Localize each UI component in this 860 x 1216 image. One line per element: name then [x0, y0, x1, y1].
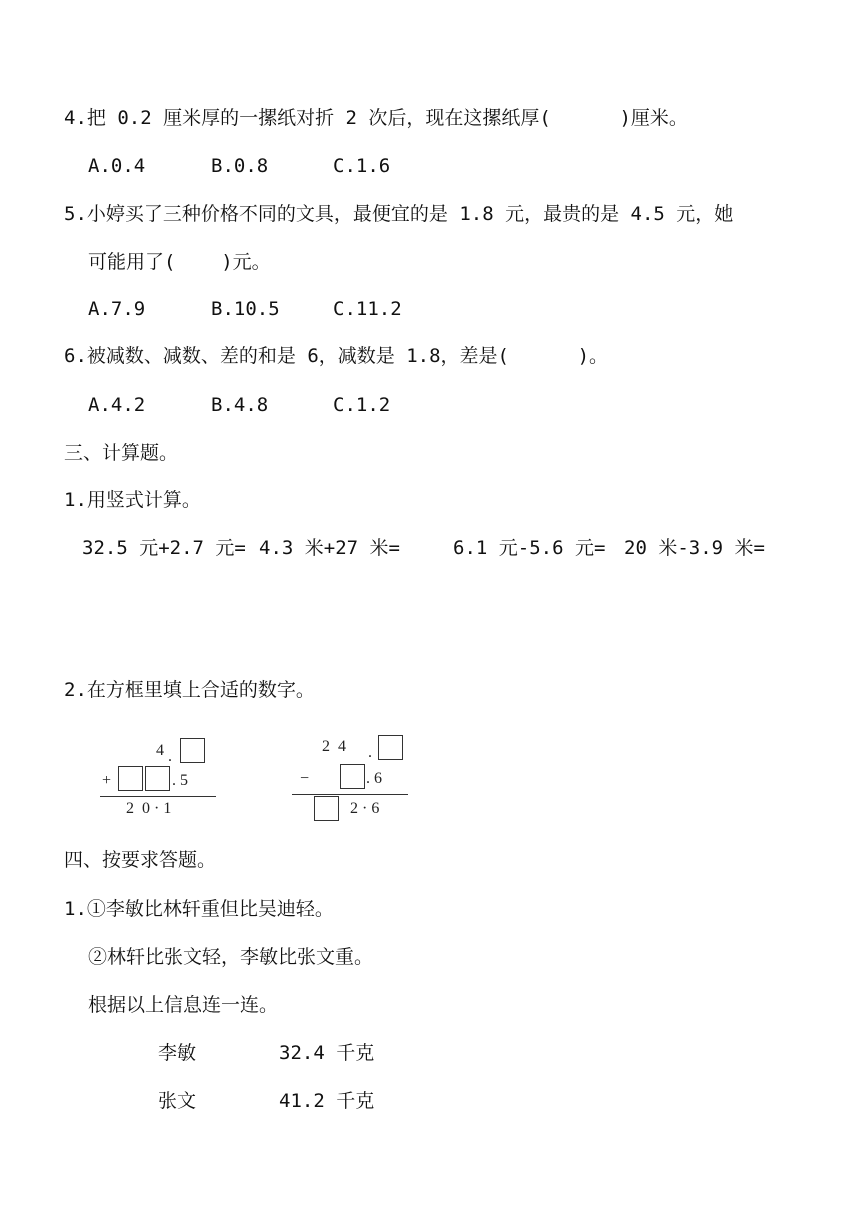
match-name-1[interactable]: 李敏 — [158, 1042, 197, 1064]
subtraction-difference-line — [292, 794, 408, 795]
q5-stem-line2: 可能用了( )元。 — [88, 251, 271, 273]
q4-option-b: B.0.8 — [211, 155, 269, 177]
q6-stem: 6.被减数、减数、差的和是 6，减数是 1.8，差是( )。 — [64, 345, 609, 367]
q6-option-b: B.4.8 — [211, 394, 269, 416]
calc-problem-1: 32.5 元+2.7 元= — [82, 537, 246, 559]
subtraction-row1-dot: . — [368, 744, 372, 761]
calc-problem-3: 6.1 元-5.6 元= — [453, 537, 606, 559]
q5-stem-line1: 5.小婷买了三种价格不同的文具，最便宜的是 1.8 元，最贵的是 4.5 元，她 — [64, 203, 734, 225]
section3-title: 三、计算题。 — [64, 442, 179, 464]
subtraction-minus-sign: − — [300, 770, 310, 787]
match-weight-2[interactable]: 41.2 千克 — [279, 1090, 375, 1112]
section4-clue2: ②林轩比张文轻，李敏比张文重。 — [88, 946, 374, 968]
addition-blank-box-2[interactable] — [118, 766, 143, 791]
q6-option-c: C.1.2 — [333, 394, 391, 416]
section3-q2-title: 2.在方框里填上合适的数字。 — [64, 679, 315, 701]
q4-stem: 4.把 0.2 厘米厚的一摞纸对折 2 次后，现在这摞纸厚( )厘米。 — [64, 107, 688, 129]
q4-option-c: C.1.6 — [333, 155, 391, 177]
q5-option-b: B.10.5 — [211, 298, 280, 320]
section4-clue1: 1.①李敏比林轩重但比吴迪轻。 — [64, 898, 334, 920]
section4-instruction: 根据以上信息连一连。 — [88, 994, 279, 1016]
subtraction-blank-box-1[interactable] — [378, 735, 403, 760]
addition-row2-end: . 5 — [172, 772, 188, 789]
q6-option-a: A.4.2 — [88, 394, 146, 416]
addition-result: 2 0 · 1 — [126, 800, 172, 817]
subtraction-puzzle — [290, 732, 420, 824]
subtraction-blank-box-3[interactable] — [314, 796, 339, 821]
addition-blank-box-1[interactable] — [180, 738, 205, 763]
addition-row1-digit: 4 — [156, 742, 164, 759]
q5-option-a: A.7.9 — [88, 298, 146, 320]
match-name-2[interactable]: 张文 — [158, 1090, 197, 1112]
subtraction-blank-box-2[interactable] — [340, 764, 365, 789]
subtraction-result: 2 · 6 — [350, 800, 380, 817]
calc-problem-4: 20 米-3.9 米= — [624, 537, 765, 559]
addition-puzzle — [96, 736, 226, 822]
subtraction-row1-digits: 2 4 — [322, 738, 346, 755]
q5-option-c: C.11.2 — [333, 298, 402, 320]
addition-plus-sign: + — [102, 772, 112, 789]
match-weight-1[interactable]: 32.4 千克 — [279, 1042, 375, 1064]
q4-option-a: A.0.4 — [88, 155, 146, 177]
calc-problem-2: 4.3 米+27 米= — [259, 537, 400, 559]
addition-blank-box-3[interactable] — [145, 766, 170, 791]
section4-title: 四、按要求答题。 — [64, 849, 217, 871]
addition-row1-dot: . — [168, 748, 172, 765]
addition-sum-line — [100, 796, 216, 797]
subtraction-row2-end: . 6 — [366, 770, 382, 787]
section3-q1-title: 1.用竖式计算。 — [64, 489, 201, 511]
